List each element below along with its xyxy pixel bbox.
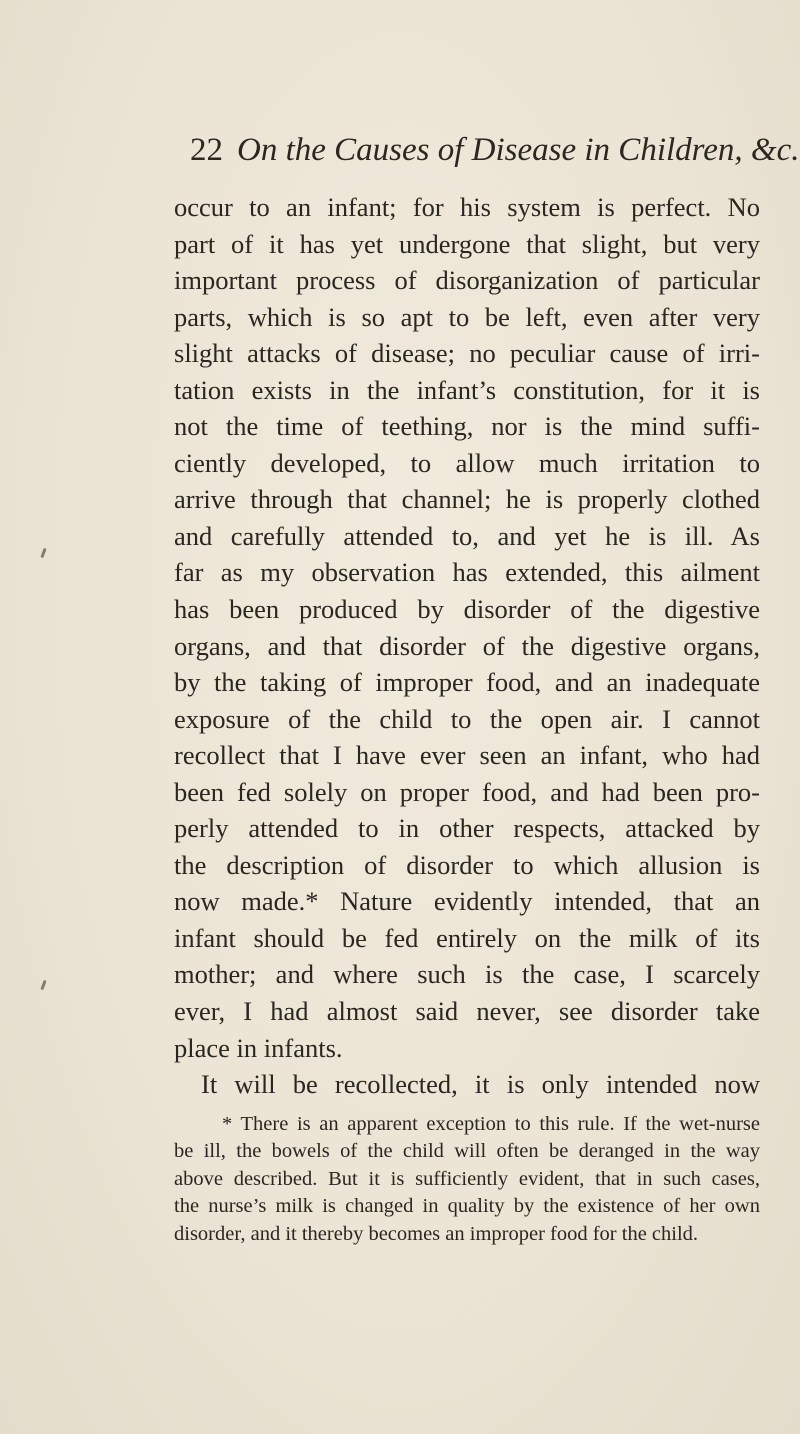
text-line: occur to an infant; for his system is perfect. No — [174, 192, 760, 222]
text-line: far as my observation has extended, this ailment — [174, 557, 760, 588]
text-line: has been produced by disorder of the digestive — [174, 594, 760, 625]
text-line: slight attacks of disease; no peculiar cause of irri- — [174, 338, 760, 369]
running-head — [190, 130, 800, 170]
page-number: 22 — [190, 132, 223, 168]
text-line: by the taking of improper food, and an inadequate — [174, 667, 760, 698]
margin-speck — [40, 548, 46, 558]
text-line: infant should be fed entirely on the milk of its — [174, 922, 760, 953]
text-line: parts, which is so apt to be left, even after very — [174, 301, 760, 332]
text-line: part of it has yet undergone that slight, but very — [174, 228, 760, 259]
text-line: recollect that I have ever seen an infant, who had — [174, 740, 760, 771]
text-line: not the time of teething, nor is the mind suffi- — [174, 411, 760, 442]
margin-speck — [40, 980, 46, 990]
text-line: tation exists in the infant’s constitution, for it is — [174, 374, 760, 405]
footnote-line: above described. But it is sufficiently evident, that in such cases, — [174, 1167, 760, 1190]
footnote-line: the nurse’s milk is changed in quality by the existence of her own — [174, 1195, 760, 1218]
text-line: place in infants. — [174, 1032, 343, 1063]
text-line: and carefully attended to, and yet he is ill. As — [174, 520, 760, 551]
text-line: important process of disorganization of particular — [174, 265, 760, 296]
text-line: been fed solely on proper food, and had been pro- — [174, 776, 760, 807]
running-head-title: On the Causes of Disease in Children, &c. — [237, 132, 800, 168]
footnote — [174, 1111, 760, 1248]
text-line: perly attended to in other respects, attacked by — [174, 813, 760, 844]
text-line: organs, and that disorder of the digestive organs, — [174, 630, 760, 661]
text-line: now made.* Nature evidently intended, that an — [174, 886, 760, 917]
text-line: ciently developed, to allow much irritation to — [174, 447, 760, 478]
text-line: exposure of the child to the open air. I cannot — [174, 703, 760, 734]
text-line: It will be recollected, it is only intended now — [201, 1069, 760, 1100]
footnote-line: disorder, and it thereby becomes an improper food for the child. — [174, 1222, 699, 1245]
body-text — [174, 189, 760, 1103]
text-line: mother; and where such is the case, I scarcely — [174, 959, 760, 990]
footnote-line: * There is an apparent exception to this rule. If the wet-nurse — [222, 1113, 760, 1135]
text-line: ever, I had almost said never, see disorder take — [174, 996, 760, 1027]
text-line: arrive through that channel; he is properly clothed — [174, 484, 760, 515]
footnote-line: be ill, the bowels of the child will often be deranged in the way — [174, 1140, 760, 1163]
text-line: the description of disorder to which allusion is — [174, 849, 760, 880]
